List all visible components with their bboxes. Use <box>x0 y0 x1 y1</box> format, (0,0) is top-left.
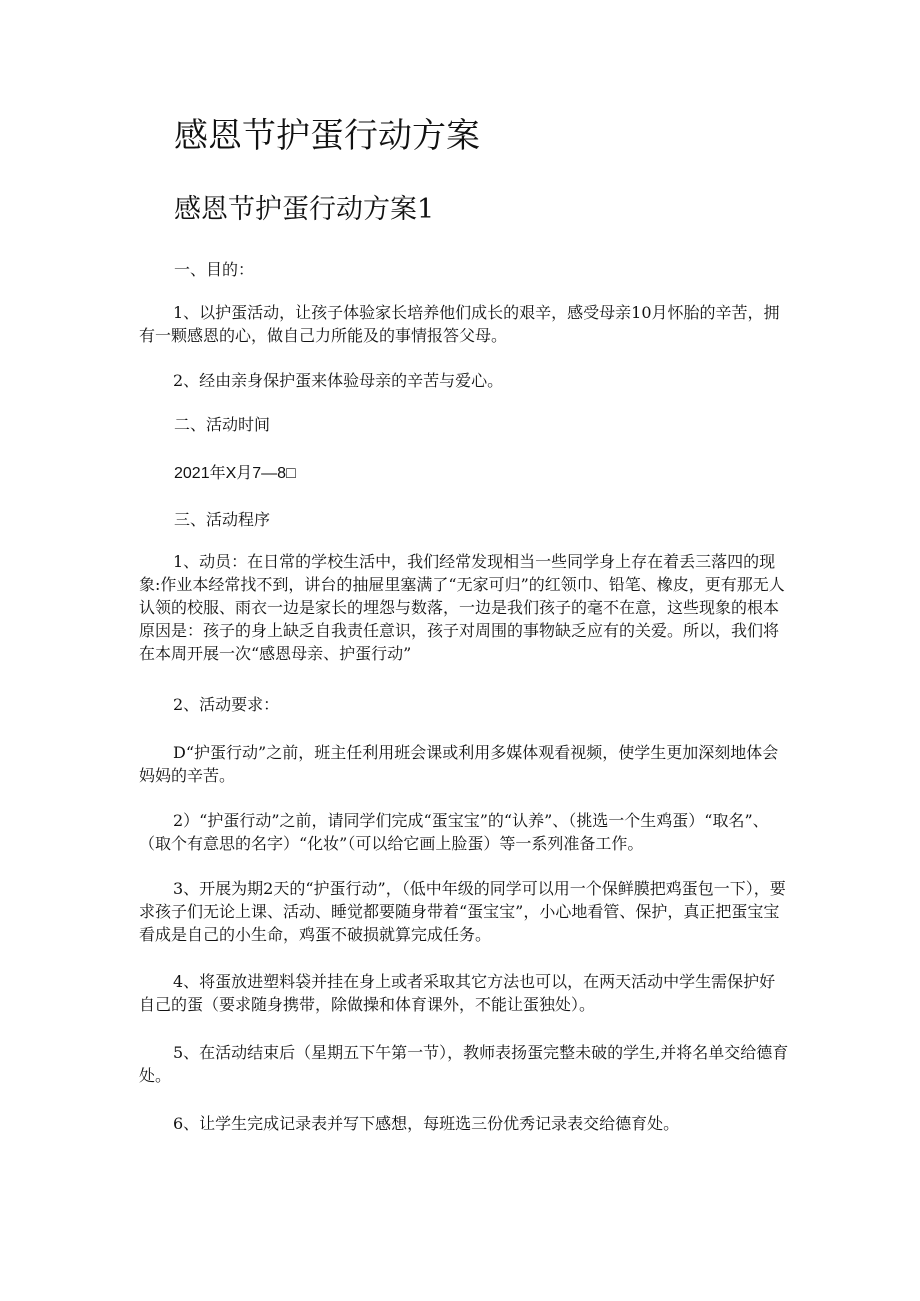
activity-date: 2021年X月7—8□ <box>174 465 296 482</box>
requirement-5: 5、在活动结束后（星期五下午第一节），教师表扬蛋完整未破的学生,并将名单交给德育处。 <box>139 1043 789 1085</box>
document-subtitle: 感恩节护蛋行动方案1 <box>174 194 435 225</box>
requirement-3: 3、开展为期2天的“护蛋行动”，（低中年级的同学可以用一个保鲜膜把鸡蛋包一下），要求孩子们无论上课、活动、睡觉都要随身带着“蛋宝宝”，小心地看管、保护，真正把蛋宝宝看成是自己的小生命，鸡蛋不破损就算完成任务。 <box>139 879 786 944</box>
requirement-1: D“护蛋行动”之前，班主任利用班会课或利用多媒体观看视频，使学生更加深刻地体会妈妈的辛苦。 <box>139 743 779 785</box>
requirement-2: 2）“护蛋行动”之前，请同学们完成“蛋宝宝”的“认养”、（挑选一个生鸡蛋）“取名”、（取个有意思的名字）“化妆”（可以给它画上脸蛋）等一系列准备工作。 <box>139 811 769 853</box>
purpose-item-2: 2、经由亲身保护蛋来体验母亲的辛苦与爱心。 <box>173 371 504 390</box>
procedure-item-2: 2、活动要求： <box>173 695 280 714</box>
document-title: 感恩节护蛋行动方案 <box>174 116 480 156</box>
requirement-6: 6、让学生完成记录表并写下感想，每班选三份优秀记录表交给德育处。 <box>173 1114 680 1133</box>
section-heading-procedure: 三、活动程序 <box>174 510 271 529</box>
requirement-4: 4、将蛋放进塑料袋并挂在身上或者采取其它方法也可以，在两天活动中学生需保护好自己的蛋（要求随身携带，除做操和体育课外，不能让蛋独处）。 <box>139 972 776 1014</box>
section-heading-purpose: 一、目的： <box>174 260 255 279</box>
section-heading-time: 二、活动时间 <box>174 415 271 434</box>
procedure-item-1: 1、动员：在日常的学校生活中，我们经常发现相当一些同学身上存在着丢三落四的现象:作业本经常找不到，讲台的抽屉里塞满了“无家可归”的红领巾、铅笔、橡皮，更有那无人认领的校服、雨衣一边是家长的埋怨与数落，一边是我们孩子的毫不在意，这些现象的根本原因是：孩子的身上缺乏自我责任意识，孩子对周围的事物缺乏应有的关爱。所以，我们将在本周开展一次“感恩母亲、护蛋行动” <box>139 552 785 663</box>
purpose-item-1: 1、以护蛋活动，让孩子体验家长培养他们成长的艰辛，感受母亲10月怀胎的辛苦，拥有一颗感恩的心，做自己力所能及的事情报答父母。 <box>139 303 780 345</box>
